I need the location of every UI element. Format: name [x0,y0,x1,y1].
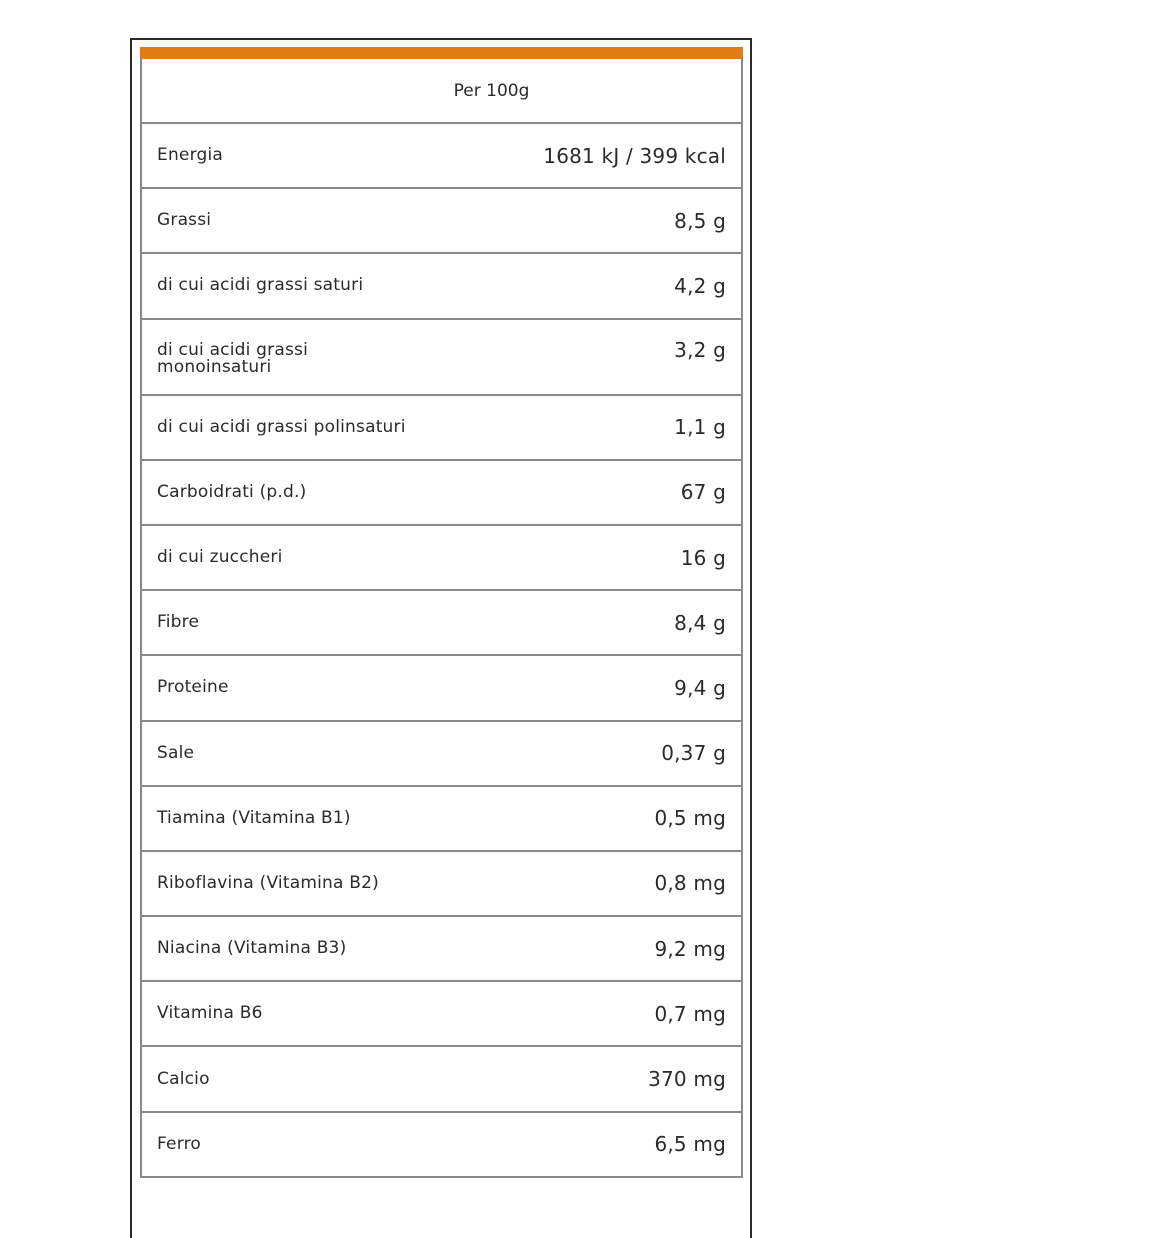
nutrition-table [140,59,743,1178]
nutrient-value: 8,4 g [674,610,726,635]
nutrient-value: 9,4 g [674,675,726,700]
nutrient-name: Carboidrati (p.d.) [157,481,307,502]
nutrient-name: di cui acidi grassi monoinsaturi [157,339,309,377]
nutrient-name: Fibre [157,612,200,633]
nutrient-value: 1681 kJ / 399 kcal [543,143,726,168]
nutrient-name: Niacina (Vitamina B3) [157,938,347,959]
nutrient-name: Riboflavina (Vitamina B2) [157,872,379,893]
table-row-sale [142,722,741,787]
nutrient-value: 3,2 g [674,337,726,362]
nutrient-name: Vitamina B6 [157,1003,263,1024]
table-row-tiamina [142,787,741,852]
table-row-niacina [142,917,741,982]
nutrient-value: 0,7 mg [654,1001,726,1026]
nutrient-value: 0,37 g [661,741,726,766]
table-row-proteine [142,656,741,721]
per-100g-label: Per 100g [453,80,530,101]
table-row-zuccheri [142,526,741,591]
table-row-vitamina-b6 [142,982,741,1047]
nutrient-value: 4,2 g [674,273,726,298]
table-row-calcio [142,1047,741,1112]
nutrient-name: Proteine [157,677,229,698]
nutrient-name: di cui acidi grassi polinsaturi [157,416,406,437]
nutrient-value: 9,2 mg [654,936,726,961]
nutrient-value: 67 g [680,480,726,505]
table-row-grassi [142,189,741,254]
table-row-fibre [142,591,741,656]
table-row-energia [142,124,741,189]
nutrient-value: 1,1 g [674,415,726,440]
table-row-ferro [142,1113,741,1178]
table-header [142,59,741,124]
nutrient-name: Tiamina (Vitamina B1) [157,807,351,828]
accent-bar [140,47,743,59]
nutrient-value: 6,5 mg [654,1132,726,1157]
nutrient-name: Calcio [157,1068,210,1089]
nutrient-name: di cui zuccheri [157,547,283,568]
nutrient-name: Grassi [157,210,212,231]
nutrient-name: Energia [157,145,223,166]
table-row-monoinsaturi [142,320,741,396]
nutrient-value: 370 mg [648,1067,726,1092]
table-row-saturi [142,254,741,319]
table-row-carboidrati [142,461,741,526]
nutrient-name: Ferro [157,1133,202,1154]
nutrient-value: 0,5 mg [654,806,726,831]
nutrient-value: 16 g [680,545,726,570]
nutrient-value: 0,8 mg [654,871,726,896]
nutrient-name: Sale [157,742,195,763]
table-row-polinsaturi [142,396,741,461]
table-row-riboflavina [142,852,741,917]
nutrient-value: 8,5 g [674,208,726,233]
nutrient-name: di cui acidi grassi saturi [157,275,364,296]
